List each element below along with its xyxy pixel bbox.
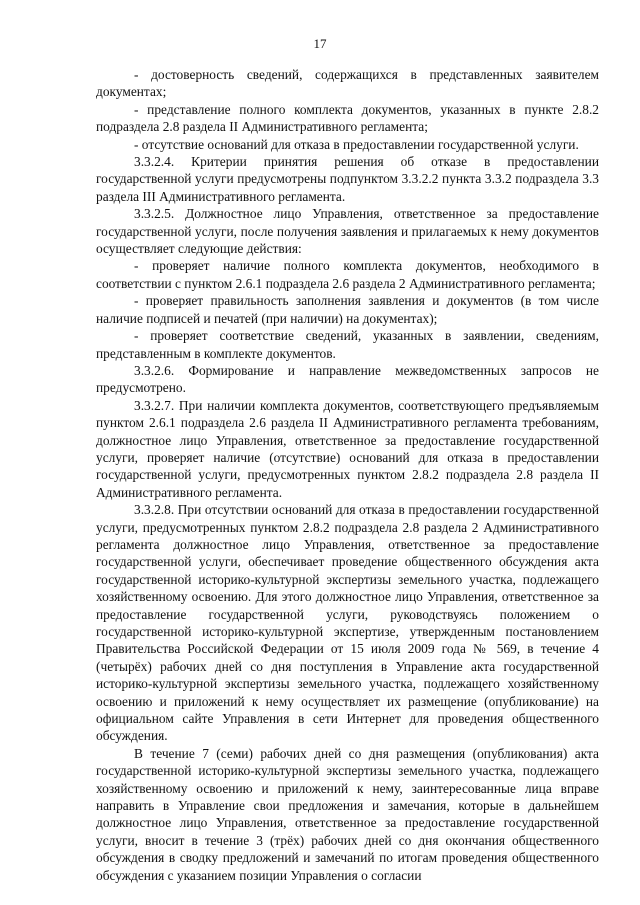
paragraph: 3.3.2.6. Формирование и направление межведомственных запросов не предусмотрено. [96,362,599,396]
paragraph: 3.3.2.5. Должностное лицо Управления, ответственное за предоставление государственной услуги, после получения заявления и прилагаемых к нему документов осуществляет следующие действия: [96,206,599,257]
paragraph: - проверяет соответствие сведений, указанных в заявлении, сведениям, представленным в комплекте документов. [96,328,599,361]
paragraph: - достоверность сведений, содержащихся в представленных заявителем документах; [96,67,599,100]
paragraph: - представление полного комплекта документов, указанных в пункте 2.8.2 подраздела 2.8 раздела II Административного регламента; [96,101,599,135]
paragraph: 3.3.2.4. Критерии принятия решения об отказе в предоставлении государственной услуги предусмотрены подпунктом 3.3.2.2 пункта 3.3.2 подраздела 3.3 раздела III Административного регламента. [96,154,599,204]
paragraph: - проверяет правильность заполнения заявления и документов (в том числе наличие подписей и печатей (при наличии) на документах); [96,293,599,326]
paragraph: - отсутствие оснований для отказа в предоставлении государственной услуги. [134,136,579,152]
paragraph: 3.3.2.8. При отсутствии оснований для отказа в предоставлении государственной услуги, предусмотренных пунктом 2.8.2 подраздела 2.8 раздела 2 Административного регламента должностное лицо Управления, ответственное за предоставление государственной услуги, обеспечивает проведение общественного обсуждения акта государственной историко-культурной экспертизы земельного участка, подлежащего хозяйственному освоению. Для этого должностное лицо Управления, ответственное за предоставление государственной услуги, руководствуясь положением о государственной историко-культурной экспертизе, утвержденным постановлением Правительства Российской Федерации от 15 июля 2009 года № 569, в течение 4 (четырёх) рабочих дней со дня поступления в Управление акта государственной историко-культурной экспертизы земельного участка, подлежащего хозяйственному освоению и приложений к нему осуществляет их размещение (опубликование) на официальном сайте Управления в сети Интернет для проведения общественного обсуждения. [96,502,599,744]
body-text [96,66,599,884]
page-number: 17 [313,36,327,51]
paragraph: В течение 7 (семи) рабочих дней со дня размещения (опубликования) акта государственной историко-культурной экспертизы земельного участка, подлежащего хозяйственному освоению и приложений к нему, заинтересованные лица вправе направить в Управление свои предложения и замечания, которые в дальнейшем должностное лицо Управления, ответственное за предоставление государственной услуги, вносит в течение 3 (трёх) рабочих дней со дня окончания общественного обсуждения в сводку предложений и замечаний по итогам проведения общественного обсуждения с указанием позиции Управления о согласии [96,745,599,883]
paragraph: - проверяет наличие полного комплекта документов, необходимого в соответствии с пунктом 2.6.1 подраздела 2.6 раздела 2 Административного регламента; [96,258,599,291]
paragraph: 3.3.2.7. При наличии комплекта документов, соответствующего предъявляемым пунктом 2.6.1 подраздела 2.6 раздела II Административного регламента требованиям, должностное лицо Управления, ответственное за предоставление государственной услуги, проверяет наличие (отсутствие) оснований для отказа в предоставлении государственной услуги, предусмотренных пунктом 2.8.2 подраздела 2.8 раздела II Административного регламента. [96,397,599,500]
